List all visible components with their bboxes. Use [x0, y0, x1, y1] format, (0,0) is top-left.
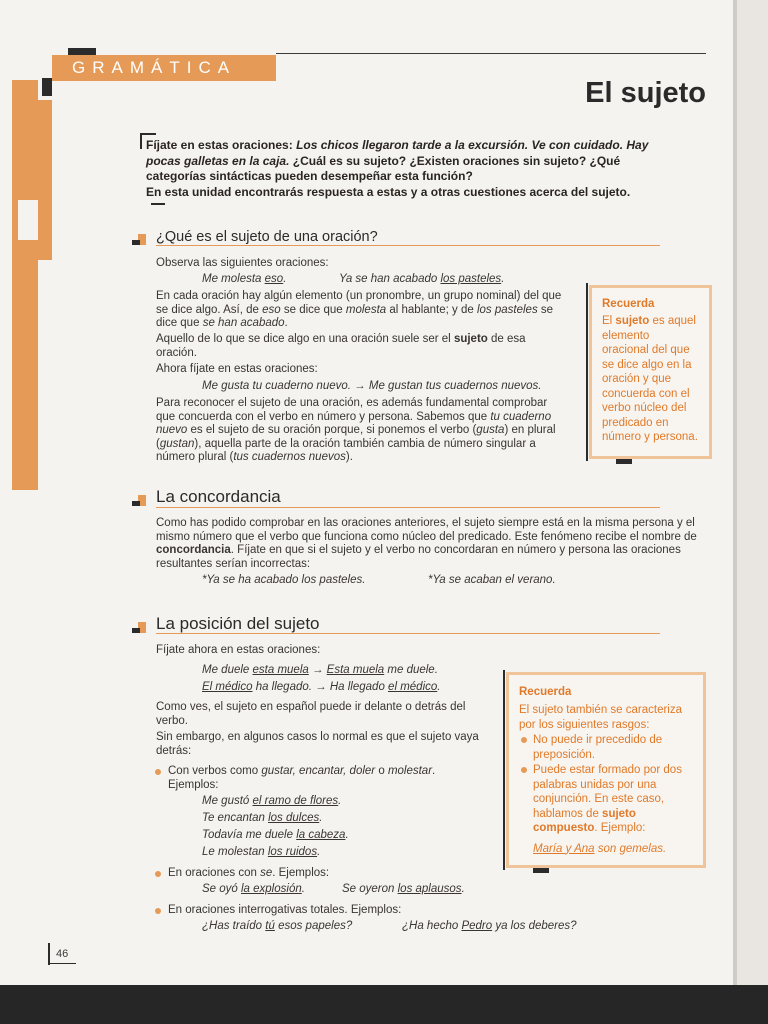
intro-text: Fíjate en estas oraciones: [146, 138, 297, 152]
incorrect-example: *Ya se acaban el verano. [428, 574, 556, 586]
box-shadow-tick [616, 459, 632, 464]
section-paragraph: Sin embargo, en algunos casos lo normal es que el sujeto vaya detrás: [156, 731, 479, 757]
header-dark-tick [68, 48, 96, 55]
margin-accent-bar [12, 80, 38, 490]
example-sentence: Le molestan los ruidos. [202, 846, 321, 858]
page-number-mark [48, 963, 76, 964]
bullet-dot [521, 767, 527, 773]
section-paragraph: Como ves, el sujeto en español puede ir delante o detrás del verbo. [156, 701, 466, 727]
section-paragraph: En cada oración hay algún elemento (un pronombre, un grupo nominal) del que se dice algo. Así, de eso se dice que molesta al hablante; y de los pasteles se dice que se han acabado. [156, 290, 562, 329]
section-rule [156, 245, 660, 246]
example-sentence: Todavía me duele la cabeza. [202, 829, 349, 841]
margin-accent-block [38, 100, 52, 260]
recuerda-text: El sujeto también se caracteriza por los siguientes rasgos: [519, 704, 682, 731]
recuerda-bullet [519, 763, 694, 836]
next-page-edge [737, 0, 768, 985]
recuerda-title: Recuerda [602, 298, 655, 310]
bullet-dot [155, 871, 161, 877]
bullet-item: En oraciones interrogativas totales. Ejemplos: [168, 904, 402, 916]
bullet-dot [521, 737, 527, 743]
section-heading: La posición del sujeto [156, 614, 320, 633]
box-shadow-tick [533, 868, 549, 873]
page-title: El sujeto [585, 77, 706, 109]
recuerda-bullet-text: No puede ir precedido de preposición. [533, 734, 663, 761]
section-heading: La concordancia [156, 487, 281, 506]
intro-text: En esta unidad encontrarás respuesta a estas y a otras cuestiones acerca del sujeto. [146, 184, 631, 199]
example-sentence: Ya se han acabado los pasteles. [339, 273, 505, 285]
intro-text: ¿Cuál es su sujeto? ¿Existen oraciones sin sujeto? ¿Qué [289, 153, 621, 168]
page-number: 46 [56, 948, 69, 960]
example-sentence: Te encantan los dulces. [202, 812, 323, 824]
margin-dark-block [42, 78, 52, 96]
bullet-dot [155, 908, 161, 914]
section-paragraph: Aquello de lo que se dice algo en una oración suele ser el sujeto de esa oración. [156, 333, 526, 359]
example-sentence: ¿Has traído tú esos papeles? [202, 920, 353, 932]
box-shadow-edge [503, 670, 505, 870]
recuerda-title: Recuerda [519, 686, 572, 698]
example-sentence: Me gusta tu cuaderno nuevo. → Me gustan tus cuadernos nuevos. [202, 380, 542, 392]
section-tab: GRAMÁTICA [52, 55, 276, 81]
example-sentence: Se oyeron los aplausos. [342, 883, 465, 895]
section-rule [156, 633, 660, 634]
section-rule [156, 507, 660, 508]
example-sentence: Me gustó el ramo de flores. [202, 795, 342, 807]
recuerda-box [506, 672, 706, 868]
intro-text: categorías sintácticas pueden desempeñar esta función? [146, 169, 473, 183]
section-marker [132, 495, 146, 506]
section-marker [132, 234, 146, 245]
example-sentence: ¿Ha hecho Pedro ya los deberes? [402, 920, 577, 932]
intro-corner-mark [140, 133, 156, 135]
section-marker [132, 622, 146, 633]
page-number-mark [48, 943, 50, 965]
intro-example-text: pocas galletas en la caja. [146, 153, 290, 168]
header-rule [276, 53, 706, 54]
section-paragraph: Ahora fíjate en estas oraciones: [156, 363, 318, 375]
section-paragraph: Observa las siguientes oraciones: [156, 257, 329, 269]
section-paragraph: Para reconocer el sujeto de una oración, es además fundamental comprobar que concuerda con el verbo en número y persona. Sabemos que tu cuaderno nuevo es el sujeto de su oración porque, si ponemos el verbo (gusta) en plural (gustan), aquella parte de la oración también cambia de número singular a número plural (tus cuadernos nuevos). [156, 397, 556, 463]
bullet-dot [155, 769, 161, 775]
example-sentence: Me molesta eso. [202, 273, 287, 285]
intro-example-text: Los chicos llegaron tarde a la excursión. Ve con cuidado. Hay [296, 138, 649, 152]
recuerda-text: El sujeto es aquel elemento oracional del que se dice algo en la oración y que concuerda con el verbo núcleo del predicado en número y persona. [602, 315, 698, 443]
box-shadow-edge [586, 283, 588, 461]
intro-corner-mark [151, 203, 165, 205]
section-paragraph: Fíjate ahora en estas oraciones: [156, 644, 321, 656]
margin-accent-notch [18, 200, 38, 240]
section-paragraph: Como has podido comprobar en las oraciones anteriores, el sujeto siempre está en la misma persona y el mismo número que el verbo que funciona como núcleo del predicado. Este fenómeno recibe el nombre de concordancia. Fíjate en que si el sujeto y el verbo no concordaran en número y persona las oraciones resultantes serían incorrectas: [156, 517, 697, 570]
bullet-item: En oraciones con se. Ejemplos: [168, 867, 330, 879]
incorrect-example: *Ya se ha acabado los pasteles. [202, 574, 366, 586]
recuerda-example: María y Ana son gemelas. [533, 842, 667, 855]
recuerda-box [589, 285, 712, 459]
example-sentence: Me duele esta muela → Esta muela me duele. [202, 664, 438, 676]
section-heading: ¿Qué es el sujeto de una oración? [156, 229, 378, 245]
example-sentence: El médico ha llegado. → Ha llegado el médico. [202, 681, 441, 693]
intro-block [146, 138, 711, 200]
bullet-item: Con verbos como gustar, encantar, doler o molestar. Ejemplos: [168, 765, 436, 791]
recuerda-bullet-text: Puede estar formado por dos palabras unidas por una conjunción. En este caso, hablamos de sujeto compuesto. Ejemplo: [533, 764, 682, 834]
intro-corner-mark [140, 133, 142, 149]
example-sentence: Se oyó la explosión. [202, 883, 305, 895]
recuerda-bullet [519, 733, 694, 762]
